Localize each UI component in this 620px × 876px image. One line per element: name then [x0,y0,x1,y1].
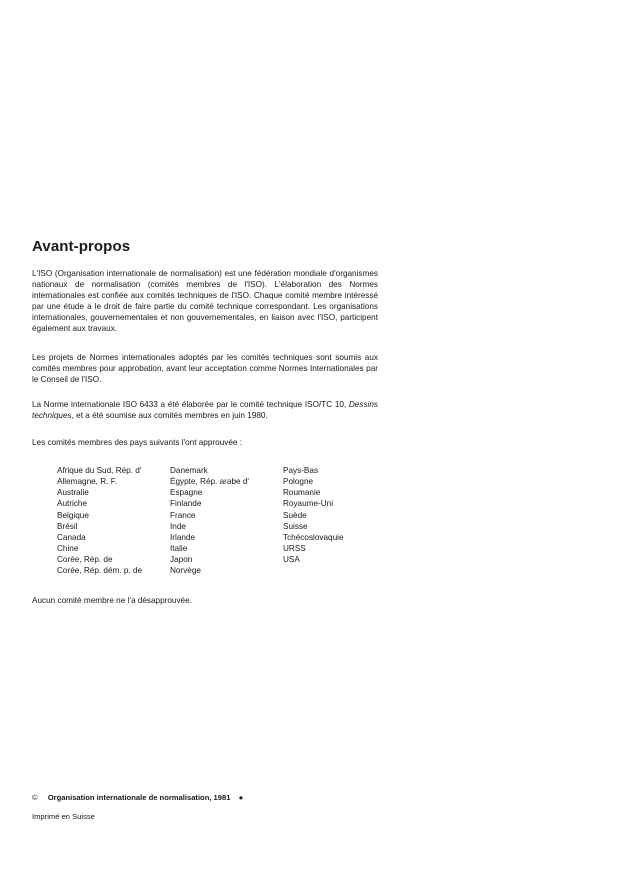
country-item: Finlande [170,499,202,509]
country-item: Suisse [283,521,308,531]
country-item: Allemagne, R. F. [57,477,118,487]
country-item: Italie [170,544,188,554]
country-item: Chine [57,544,79,554]
country-item: Pays-Bas [283,466,319,475]
imprint: Imprimé en Suisse [32,812,95,821]
country-item: Corée, Rép. dém. p. de [57,566,143,576]
copyright-organisation: Organisation internationale de normalisation, 1981 [47,793,231,802]
country-item: Japon [170,555,193,565]
paragraph-approval-process: Les projets de Normes internationales adoptés par les comités techniques sont soumis aux comités membres pour approbation, avant leur acceptation comme Normes Internationales par le Conseil de l'ISO. [32,353,378,385]
country-item: Danemark [170,466,208,475]
country-item: Égypte, Rép. arabe d' [170,477,249,487]
country-item: Belgique [57,510,89,520]
country-list-column-2 [170,465,249,577]
country-item: Inde [170,521,186,531]
standard-origin-before: La Norme internationale ISO 6433 a été élaborée par le comité technique ISO/TC 10, [32,400,347,409]
disapproval-statement: Aucun comité membre ne l'a désapprouvée. [32,596,192,605]
standard-origin-after: , et a été soumise aux comités membres en juin 1980. [71,411,268,421]
country-item: Corée, Rép. de [57,555,113,565]
country-item: Irlande [170,532,196,542]
country-item: Pologne [283,477,314,487]
country-item: Espagne [170,488,203,498]
country-item: USA [283,555,300,565]
country-list-column-3 [283,465,344,565]
country-item: Canada [57,532,86,542]
country-item: Afrique du Sud, Rép. d' [57,466,142,475]
country-list-column-1 [57,465,142,577]
paragraph-iso-description: L'ISO (Organisation internationale de normalisation) est une fédération mondiale d'organismes nationaux de normalisation (comités membres de l'ISO). L'élaboration des Normes internationales est confiée aux comités techniques de l'ISO. Chaque comité membre intéressé par une étude a le droit de faire partie du comité technique correspondant. Les organisations internationales, gouvernementales et non gouvernementales, en liaison avec l'ISO, participent également aux travaux. [32,269,378,334]
page-title: Avant-propos [32,238,131,255]
country-item: URSS [283,544,306,554]
country-item: Roumanie [283,488,321,498]
country-item: Australie [57,488,89,498]
copyright-line [32,793,243,802]
approval-intro: Les comités membres des pays suivants l'ont approuvée : [32,438,242,447]
country-item: Royaume-Uni [283,499,334,509]
country-item: Brésil [57,521,78,531]
paragraph-standard-origin [32,399,378,421]
committee-name: Dessins techniques [32,400,379,421]
copyright-symbol: © [32,793,38,802]
bullet-icon: ● [238,793,244,802]
country-item: Autriche [57,499,88,509]
country-item: France [170,510,196,520]
country-item: Norvège [170,566,201,576]
country-item: Tchécoslovaquie [283,532,344,542]
country-item: Suède [283,510,307,520]
